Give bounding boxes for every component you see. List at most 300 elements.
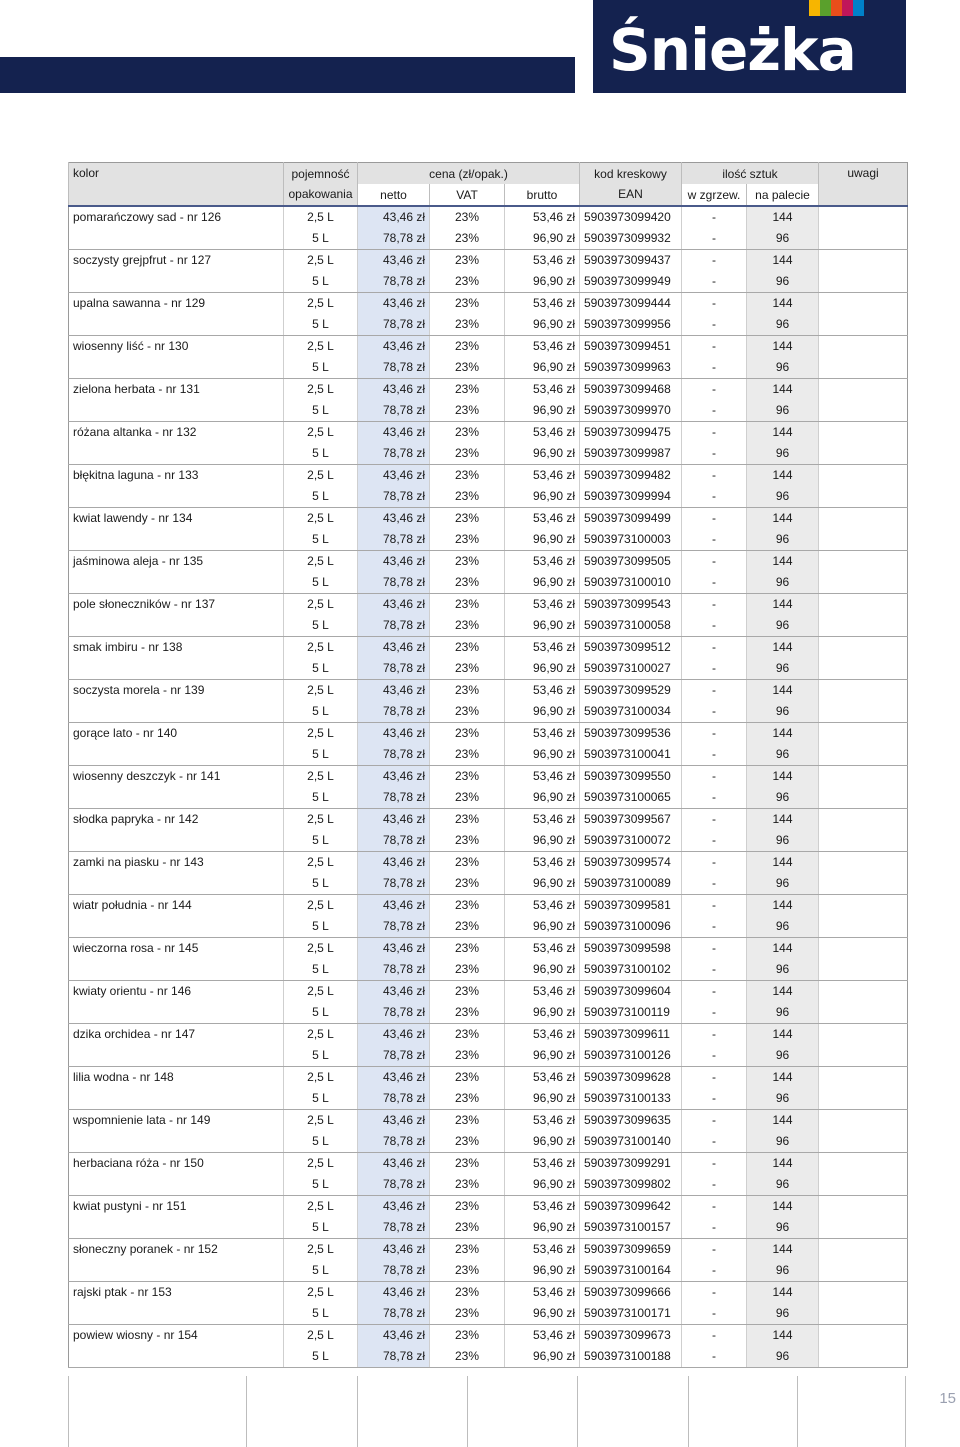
vat-cell: 23% bbox=[430, 422, 505, 444]
zgrzew-cell: - bbox=[682, 809, 747, 831]
size-cell: 2,5 L bbox=[284, 1110, 358, 1132]
netto-cell: 78,78 zł bbox=[358, 744, 430, 766]
palecie-cell: 144 bbox=[747, 809, 819, 831]
uwagi-label: uwagi bbox=[847, 166, 879, 180]
product-name-cell: błękitna laguna - nr 133 bbox=[73, 468, 199, 482]
brutto-cell: 53,46 zł bbox=[505, 422, 580, 444]
vat-cell: 23% bbox=[430, 787, 505, 809]
zgrzew-cell: - bbox=[682, 250, 747, 272]
table-row bbox=[69, 744, 908, 766]
brutto-cell: 53,46 zł bbox=[505, 1110, 580, 1132]
ean-cell: 5903973100072 bbox=[580, 830, 682, 852]
vat-cell: 23% bbox=[430, 916, 505, 938]
size-cell: 2,5 L bbox=[284, 594, 358, 616]
palecie-cell: 96 bbox=[747, 529, 819, 551]
vat-cell: 23% bbox=[430, 572, 505, 594]
ean-cell: 5903973100119 bbox=[580, 1002, 682, 1024]
ean-cell: 5903973099444 bbox=[580, 293, 682, 315]
zgrzew-cell: - bbox=[682, 1260, 747, 1282]
size-cell: 5 L bbox=[284, 1217, 358, 1239]
vat-cell: 23% bbox=[430, 809, 505, 831]
uwagi-cell bbox=[819, 938, 908, 960]
netto-cell: 78,78 zł bbox=[358, 1303, 430, 1325]
product-name-cell bbox=[69, 1174, 284, 1196]
vat-cell: 23% bbox=[430, 1303, 505, 1325]
ean-cell: 5903973099437 bbox=[580, 250, 682, 272]
table-row bbox=[69, 615, 908, 637]
vat-cell: 23% bbox=[430, 336, 505, 358]
palecie-cell: 144 bbox=[747, 766, 819, 788]
size-cell: 5 L bbox=[284, 701, 358, 723]
brutto-cell: 53,46 zł bbox=[505, 1282, 580, 1304]
size-cell: 5 L bbox=[284, 1260, 358, 1282]
size-cell: 5 L bbox=[284, 529, 358, 551]
netto-cell: 78,78 zł bbox=[358, 400, 430, 422]
zgrzew-cell: - bbox=[682, 1067, 747, 1089]
size-cell: 5 L bbox=[284, 615, 358, 637]
brutto-cell: 53,46 zł bbox=[505, 637, 580, 659]
table-row bbox=[69, 637, 908, 659]
product-name-cell bbox=[69, 1002, 284, 1024]
vat-cell: 23% bbox=[430, 486, 505, 508]
brutto-cell: 53,46 zł bbox=[505, 551, 580, 573]
footer-rule-line bbox=[905, 1376, 906, 1447]
brutto-cell: 53,46 zł bbox=[505, 250, 580, 272]
vat-cell: 23% bbox=[430, 1282, 505, 1304]
size-cell: 5 L bbox=[284, 400, 358, 422]
brutto-cell: 53,46 zł bbox=[505, 508, 580, 530]
palecie-cell: 96 bbox=[747, 1174, 819, 1196]
footer-rule-line bbox=[688, 1376, 689, 1447]
netto-cell: 43,46 zł bbox=[358, 1196, 430, 1218]
brutto-cell: 96,90 zł bbox=[505, 572, 580, 594]
ean-cell: 5903973100102 bbox=[580, 959, 682, 981]
brutto-cell: 96,90 zł bbox=[505, 1045, 580, 1067]
vat-cell: 23% bbox=[430, 658, 505, 680]
palecie-cell: 144 bbox=[747, 250, 819, 272]
ean-cell: 5903973100188 bbox=[580, 1346, 682, 1368]
uwagi-cell bbox=[819, 830, 908, 852]
col-header-pojemnosc bbox=[284, 163, 358, 207]
table-row bbox=[69, 787, 908, 809]
vat-cell: 23% bbox=[430, 852, 505, 874]
price-table bbox=[68, 162, 908, 1368]
netto-cell: 78,78 zł bbox=[358, 959, 430, 981]
size-cell: 2,5 L bbox=[284, 336, 358, 358]
netto-cell: 78,78 zł bbox=[358, 1131, 430, 1153]
size-cell: 2,5 L bbox=[284, 637, 358, 659]
col-header-ilosc: ilość sztuk bbox=[682, 163, 819, 185]
palecie-cell: 144 bbox=[747, 293, 819, 315]
uwagi-cell bbox=[819, 981, 908, 1003]
palecie-cell: 96 bbox=[747, 744, 819, 766]
uwagi-cell bbox=[819, 787, 908, 809]
zgrzew-cell: - bbox=[682, 916, 747, 938]
product-name-cell bbox=[69, 1045, 284, 1067]
ean-cell: 5903973099611 bbox=[580, 1024, 682, 1046]
palecie-cell: 144 bbox=[747, 551, 819, 573]
table-row bbox=[69, 206, 908, 228]
table-row bbox=[69, 938, 908, 960]
table-row bbox=[69, 293, 908, 315]
brutto-cell: 96,90 zł bbox=[505, 1002, 580, 1024]
netto-cell: 43,46 zł bbox=[358, 379, 430, 401]
size-cell: 5 L bbox=[284, 1045, 358, 1067]
ean-cell: 5903973099482 bbox=[580, 465, 682, 487]
size-cell: 2,5 L bbox=[284, 508, 358, 530]
product-name-cell: kwiaty orientu - nr 146 bbox=[73, 984, 192, 998]
netto-cell: 78,78 zł bbox=[358, 1346, 430, 1368]
col-header-na-palecie: na palecie bbox=[747, 184, 819, 206]
product-name-cell bbox=[69, 916, 284, 938]
size-cell: 5 L bbox=[284, 959, 358, 981]
footer-rule-line bbox=[246, 1376, 247, 1447]
table-row bbox=[69, 465, 908, 487]
table-row bbox=[69, 852, 908, 874]
ean-cell: 5903973099512 bbox=[580, 637, 682, 659]
netto-cell: 43,46 zł bbox=[358, 1110, 430, 1132]
zgrzew-cell: - bbox=[682, 938, 747, 960]
table-row bbox=[69, 1110, 908, 1132]
col-header-netto: netto bbox=[358, 184, 430, 206]
brutto-cell: 96,90 zł bbox=[505, 1260, 580, 1282]
palecie-cell: 96 bbox=[747, 1131, 819, 1153]
footer-rules bbox=[0, 1376, 960, 1447]
size-cell: 5 L bbox=[284, 271, 358, 293]
size-cell: 5 L bbox=[284, 873, 358, 895]
uwagi-cell bbox=[819, 723, 908, 745]
ean-cell: 5903973100164 bbox=[580, 1260, 682, 1282]
vat-cell: 23% bbox=[430, 1239, 505, 1261]
ean-cell: 5903973099659 bbox=[580, 1239, 682, 1261]
ean-cell: 5903973099543 bbox=[580, 594, 682, 616]
uwagi-cell bbox=[819, 357, 908, 379]
table-row bbox=[69, 830, 908, 852]
zgrzew-cell: - bbox=[682, 1045, 747, 1067]
table-row bbox=[69, 1174, 908, 1196]
uwagi-cell bbox=[819, 1174, 908, 1196]
vat-cell: 23% bbox=[430, 701, 505, 723]
brutto-cell: 53,46 zł bbox=[505, 1153, 580, 1175]
netto-cell: 43,46 zł bbox=[358, 1153, 430, 1175]
zgrzew-cell: - bbox=[682, 206, 747, 228]
palecie-cell: 96 bbox=[747, 572, 819, 594]
product-name-cell: herbaciana róża - nr 150 bbox=[73, 1156, 204, 1170]
table-row bbox=[69, 314, 908, 336]
zgrzew-cell: - bbox=[682, 1325, 747, 1347]
product-name-cell bbox=[69, 615, 284, 637]
product-name-cell bbox=[69, 1260, 284, 1282]
table-row bbox=[69, 1346, 908, 1368]
ean-cell: 5903973099802 bbox=[580, 1174, 682, 1196]
ean-cell: 5903973099642 bbox=[580, 1196, 682, 1218]
vat-cell: 23% bbox=[430, 357, 505, 379]
page-number: 15 bbox=[939, 1390, 956, 1407]
palecie-cell: 144 bbox=[747, 895, 819, 917]
size-cell: 2,5 L bbox=[284, 723, 358, 745]
zgrzew-cell: - bbox=[682, 572, 747, 594]
brutto-cell: 96,90 zł bbox=[505, 916, 580, 938]
product-name-cell: zamki na piasku - nr 143 bbox=[73, 855, 204, 869]
table-row bbox=[69, 1153, 908, 1175]
table-row bbox=[69, 250, 908, 272]
size-cell: 2,5 L bbox=[284, 852, 358, 874]
ean-cell: 5903973100041 bbox=[580, 744, 682, 766]
zgrzew-cell: - bbox=[682, 594, 747, 616]
netto-cell: 78,78 zł bbox=[358, 787, 430, 809]
size-cell: 2,5 L bbox=[284, 1024, 358, 1046]
palecie-cell: 144 bbox=[747, 852, 819, 874]
product-name-cell: wiosenny liść - nr 130 bbox=[73, 339, 189, 353]
vat-cell: 23% bbox=[430, 895, 505, 917]
kod-label-1: kod kreskowy bbox=[594, 167, 667, 181]
table-row bbox=[69, 1217, 908, 1239]
product-name-cell: rajski ptak - nr 153 bbox=[73, 1285, 172, 1299]
product-name-cell: jaśminowa aleja - nr 135 bbox=[73, 554, 204, 568]
product-name-cell bbox=[69, 271, 284, 293]
zgrzew-cell: - bbox=[682, 336, 747, 358]
footer-rule-line bbox=[797, 1376, 798, 1447]
palecie-cell: 96 bbox=[747, 271, 819, 293]
netto-cell: 78,78 zł bbox=[358, 830, 430, 852]
palecie-cell: 96 bbox=[747, 228, 819, 250]
kolor-label: kolor bbox=[73, 166, 100, 180]
netto-cell: 78,78 zł bbox=[358, 1045, 430, 1067]
ean-cell: 5903973099536 bbox=[580, 723, 682, 745]
product-name-cell bbox=[69, 572, 284, 594]
zgrzew-cell: - bbox=[682, 1282, 747, 1304]
zgrzew-cell: - bbox=[682, 465, 747, 487]
col-header-kolor bbox=[69, 163, 284, 207]
ean-cell: 5903973099505 bbox=[580, 551, 682, 573]
netto-cell: 78,78 zł bbox=[358, 1217, 430, 1239]
table-row bbox=[69, 1067, 908, 1089]
uwagi-cell bbox=[819, 959, 908, 981]
size-cell: 5 L bbox=[284, 1346, 358, 1368]
footer-rule-line bbox=[68, 1376, 69, 1447]
ean-cell: 5903973099956 bbox=[580, 314, 682, 336]
ean-cell: 5903973099963 bbox=[580, 357, 682, 379]
ean-cell: 5903973099635 bbox=[580, 1110, 682, 1132]
size-cell: 2,5 L bbox=[284, 379, 358, 401]
brutto-cell: 53,46 zł bbox=[505, 852, 580, 874]
brutto-cell: 53,46 zł bbox=[505, 1325, 580, 1347]
palecie-cell: 144 bbox=[747, 1239, 819, 1261]
table-row bbox=[69, 680, 908, 702]
ean-cell: 5903973100157 bbox=[580, 1217, 682, 1239]
vat-cell: 23% bbox=[430, 637, 505, 659]
uwagi-cell bbox=[819, 852, 908, 874]
zgrzew-cell: - bbox=[682, 1153, 747, 1175]
product-name-cell: smak imbiru - nr 138 bbox=[73, 640, 183, 654]
ean-cell: 5903973099529 bbox=[580, 680, 682, 702]
netto-cell: 43,46 zł bbox=[358, 250, 430, 272]
ean-cell: 5903973100027 bbox=[580, 658, 682, 680]
col-header-w-zgrzew: w zgrzew. bbox=[682, 184, 747, 206]
product-name-cell bbox=[69, 830, 284, 852]
vat-cell: 23% bbox=[430, 1088, 505, 1110]
brutto-cell: 53,46 zł bbox=[505, 895, 580, 917]
size-cell: 2,5 L bbox=[284, 422, 358, 444]
uwagi-cell bbox=[819, 1260, 908, 1282]
uwagi-cell bbox=[819, 1110, 908, 1132]
netto-cell: 78,78 zł bbox=[358, 1260, 430, 1282]
ean-cell: 5903973099550 bbox=[580, 766, 682, 788]
brutto-cell: 96,90 zł bbox=[505, 529, 580, 551]
uwagi-cell bbox=[819, 228, 908, 250]
product-name-cell: słodka papryka - nr 142 bbox=[73, 812, 199, 826]
zgrzew-cell: - bbox=[682, 1088, 747, 1110]
palecie-cell: 96 bbox=[747, 1045, 819, 1067]
product-name-cell: wspomnienie lata - nr 149 bbox=[73, 1113, 211, 1127]
uwagi-cell bbox=[819, 1153, 908, 1175]
size-cell: 2,5 L bbox=[284, 1282, 358, 1304]
ean-cell: 5903973099994 bbox=[580, 486, 682, 508]
size-cell: 2,5 L bbox=[284, 206, 358, 228]
size-cell: 5 L bbox=[284, 443, 358, 465]
brutto-cell: 53,46 zł bbox=[505, 938, 580, 960]
zgrzew-cell: - bbox=[682, 379, 747, 401]
table-row bbox=[69, 336, 908, 358]
uwagi-cell bbox=[819, 529, 908, 551]
uwagi-cell bbox=[819, 658, 908, 680]
brutto-cell: 53,46 zł bbox=[505, 1067, 580, 1089]
product-name-cell bbox=[69, 787, 284, 809]
product-name-cell bbox=[69, 744, 284, 766]
zgrzew-cell: - bbox=[682, 830, 747, 852]
palecie-cell: 144 bbox=[747, 1196, 819, 1218]
ean-cell: 5903973099987 bbox=[580, 443, 682, 465]
zgrzew-cell: - bbox=[682, 357, 747, 379]
product-name-cell bbox=[69, 1088, 284, 1110]
product-name-cell bbox=[69, 658, 284, 680]
size-cell: 2,5 L bbox=[284, 1325, 358, 1347]
uwagi-cell bbox=[819, 572, 908, 594]
vat-cell: 23% bbox=[430, 551, 505, 573]
product-name-cell: różana altanka - nr 132 bbox=[73, 425, 197, 439]
product-name-cell: soczysty grejpfrut - nr 127 bbox=[73, 253, 212, 267]
uwagi-cell bbox=[819, 314, 908, 336]
size-cell: 5 L bbox=[284, 658, 358, 680]
palecie-cell: 96 bbox=[747, 916, 819, 938]
col-header-uwagi bbox=[819, 163, 908, 207]
palecie-cell: 144 bbox=[747, 938, 819, 960]
uwagi-cell bbox=[819, 766, 908, 788]
zgrzew-cell: - bbox=[682, 400, 747, 422]
brand-logo bbox=[593, 0, 906, 93]
netto-cell: 78,78 zł bbox=[358, 314, 430, 336]
vat-cell: 23% bbox=[430, 250, 505, 272]
vat-cell: 23% bbox=[430, 1196, 505, 1218]
vat-cell: 23% bbox=[430, 680, 505, 702]
zgrzew-cell: - bbox=[682, 1217, 747, 1239]
ean-cell: 5903973100058 bbox=[580, 615, 682, 637]
brutto-cell: 53,46 zł bbox=[505, 594, 580, 616]
brutto-cell: 53,46 zł bbox=[505, 1024, 580, 1046]
palecie-cell: 144 bbox=[747, 206, 819, 228]
netto-cell: 78,78 zł bbox=[358, 357, 430, 379]
uwagi-cell bbox=[819, 1282, 908, 1304]
netto-cell: 78,78 zł bbox=[358, 873, 430, 895]
zgrzew-cell: - bbox=[682, 508, 747, 530]
brutto-cell: 53,46 zł bbox=[505, 766, 580, 788]
ean-cell: 5903973099420 bbox=[580, 206, 682, 228]
vat-cell: 23% bbox=[430, 1217, 505, 1239]
uwagi-cell bbox=[819, 508, 908, 530]
product-name-cell bbox=[69, 873, 284, 895]
table-row bbox=[69, 916, 908, 938]
netto-cell: 78,78 zł bbox=[358, 701, 430, 723]
netto-cell: 78,78 zł bbox=[358, 228, 430, 250]
logo-stripe bbox=[809, 0, 820, 16]
brutto-cell: 53,46 zł bbox=[505, 1196, 580, 1218]
uwagi-cell bbox=[819, 1067, 908, 1089]
zgrzew-cell: - bbox=[682, 1024, 747, 1046]
uwagi-cell bbox=[819, 443, 908, 465]
ean-cell: 5903973100034 bbox=[580, 701, 682, 723]
netto-cell: 78,78 zł bbox=[358, 443, 430, 465]
netto-cell: 43,46 zł bbox=[358, 938, 430, 960]
zgrzew-cell: - bbox=[682, 1303, 747, 1325]
product-name-cell bbox=[69, 1217, 284, 1239]
netto-cell: 78,78 zł bbox=[358, 572, 430, 594]
product-name-cell: lilia wodna - nr 148 bbox=[73, 1070, 174, 1084]
brutto-cell: 96,90 zł bbox=[505, 615, 580, 637]
size-cell: 2,5 L bbox=[284, 1153, 358, 1175]
size-cell: 2,5 L bbox=[284, 1196, 358, 1218]
netto-cell: 43,46 zł bbox=[358, 981, 430, 1003]
ean-cell: 5903973099567 bbox=[580, 809, 682, 831]
size-cell: 2,5 L bbox=[284, 895, 358, 917]
brutto-cell: 96,90 zł bbox=[505, 1346, 580, 1368]
brutto-cell: 53,46 zł bbox=[505, 379, 580, 401]
table-row bbox=[69, 809, 908, 831]
table-row bbox=[69, 766, 908, 788]
uwagi-cell bbox=[819, 1002, 908, 1024]
size-cell: 2,5 L bbox=[284, 250, 358, 272]
palecie-cell: 144 bbox=[747, 594, 819, 616]
product-name-cell bbox=[69, 1346, 284, 1368]
palecie-cell: 96 bbox=[747, 615, 819, 637]
uwagi-cell bbox=[819, 250, 908, 272]
size-cell: 5 L bbox=[284, 314, 358, 336]
footer-rule-line bbox=[357, 1376, 358, 1447]
table-row bbox=[69, 981, 908, 1003]
zgrzew-cell: - bbox=[682, 228, 747, 250]
size-cell: 5 L bbox=[284, 787, 358, 809]
product-name-cell: kwiat lawendy - nr 134 bbox=[73, 511, 193, 525]
table-row bbox=[69, 572, 908, 594]
product-name-cell bbox=[69, 357, 284, 379]
netto-cell: 43,46 zł bbox=[358, 206, 430, 228]
netto-cell: 78,78 zł bbox=[358, 486, 430, 508]
uwagi-cell bbox=[819, 1239, 908, 1261]
size-cell: 5 L bbox=[284, 572, 358, 594]
table-row bbox=[69, 1002, 908, 1024]
uwagi-cell bbox=[819, 422, 908, 444]
netto-cell: 78,78 zł bbox=[358, 1088, 430, 1110]
brutto-cell: 53,46 zł bbox=[505, 206, 580, 228]
uwagi-cell bbox=[819, 551, 908, 573]
table-row bbox=[69, 1303, 908, 1325]
brutto-cell: 53,46 zł bbox=[505, 809, 580, 831]
product-name-cell bbox=[69, 443, 284, 465]
netto-cell: 43,46 zł bbox=[358, 465, 430, 487]
palecie-cell: 96 bbox=[747, 1303, 819, 1325]
netto-cell: 43,46 zł bbox=[358, 895, 430, 917]
zgrzew-cell: - bbox=[682, 787, 747, 809]
brutto-cell: 96,90 zł bbox=[505, 271, 580, 293]
